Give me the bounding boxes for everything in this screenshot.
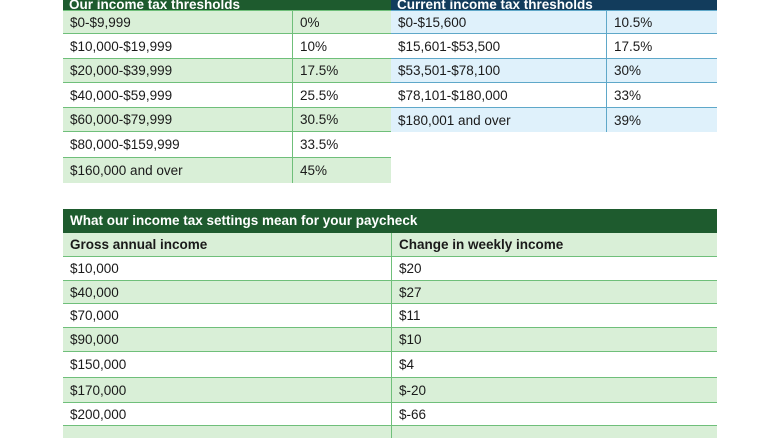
- rate-cell: 0%: [292, 11, 391, 33]
- table-row: [63, 83, 391, 108]
- table-row: [63, 281, 717, 304]
- table-row: [63, 304, 717, 328]
- income-cell: $200,000: [70, 406, 127, 422]
- rate-cell: 33.5%: [292, 132, 391, 157]
- table-row: [63, 328, 717, 352]
- range-cell: $180,001 and over: [398, 112, 511, 128]
- table-row: [63, 10, 391, 34]
- change-cell: $-66: [391, 403, 717, 425]
- range-cell: $80,000-$159,999: [70, 137, 180, 152]
- range-cell: $160,000 and over: [70, 163, 183, 178]
- table-row: [391, 83, 717, 108]
- table-row: [63, 257, 717, 281]
- rate-cell: 39%: [606, 108, 717, 132]
- range-cell: $53,501-$78,100: [398, 63, 501, 78]
- rate-cell: 30.5%: [292, 108, 391, 131]
- range-cell: $40,000-$59,999: [70, 87, 173, 103]
- table-row-cutoff: [63, 426, 717, 438]
- change-cell: $27: [391, 281, 717, 303]
- income-cell: $40,000: [70, 284, 119, 300]
- paycheck-title: What our income tax settings mean for your paycheck: [63, 209, 717, 233]
- our-thresholds-table: [63, 0, 391, 183]
- table-row: [63, 352, 717, 378]
- rate-cell: 33%: [606, 83, 717, 107]
- our-thresholds-title: Our income tax thresholds: [63, 0, 391, 10]
- paycheck-table: [63, 209, 717, 438]
- change-cell: $-20: [391, 378, 717, 402]
- rate-cell: 25.5%: [292, 83, 391, 107]
- income-cell: $10,000: [70, 261, 119, 276]
- income-cell: $70,000: [70, 308, 119, 323]
- rate-cell: 17.5%: [292, 59, 391, 82]
- income-cell: $90,000: [70, 332, 119, 347]
- range-cell: $0-$15,600: [398, 14, 467, 30]
- change-cell: $20: [391, 257, 717, 280]
- current-thresholds-title: Current income tax thresholds: [391, 0, 717, 10]
- table-row: [63, 403, 717, 426]
- table-row: [63, 59, 391, 83]
- table-row: [63, 34, 391, 59]
- income-cell: $150,000: [70, 357, 127, 372]
- table-row: [63, 158, 391, 183]
- income-cell-cutoff: [63, 426, 391, 438]
- table-row: [391, 108, 717, 132]
- rate-cell: 10.5%: [606, 11, 717, 33]
- table-row: [391, 10, 717, 34]
- column-header-income: Gross annual income: [70, 237, 208, 252]
- range-cell: $20,000-$39,999: [70, 63, 173, 78]
- table-row: [391, 59, 717, 83]
- range-cell: $15,601-$53,500: [398, 38, 501, 54]
- change-cell: $4: [391, 352, 717, 377]
- current-thresholds-table: [391, 0, 717, 132]
- table-row: [63, 132, 391, 158]
- rate-cell: 10%: [292, 34, 391, 58]
- table-row: [63, 108, 391, 132]
- rate-cell: 17.5%: [606, 34, 717, 58]
- change-cell-cutoff: [391, 426, 717, 438]
- range-cell: $78,101-$180,000: [398, 87, 508, 103]
- column-header-change: Change in weekly income: [391, 233, 717, 256]
- change-cell: $10: [391, 328, 717, 351]
- column-header-row: [63, 233, 717, 257]
- range-cell: $0-$9,999: [70, 14, 131, 30]
- table-row: [391, 34, 717, 59]
- range-cell: $60,000-$79,999: [70, 112, 173, 127]
- income-cell: $170,000: [70, 382, 127, 398]
- range-cell: $10,000-$19,999: [70, 38, 173, 54]
- change-cell: $11: [391, 304, 717, 327]
- rate-cell: 45%: [292, 158, 391, 183]
- table-row: [63, 378, 717, 403]
- rate-cell: 30%: [606, 59, 717, 82]
